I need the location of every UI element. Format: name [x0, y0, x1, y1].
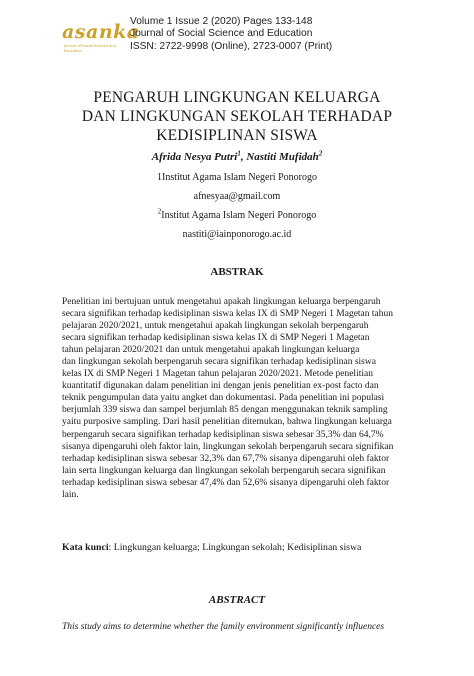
abstract-heading: ABSTRACT	[208, 594, 266, 606]
abstrak-heading: ABSTRAK	[210, 266, 264, 278]
abstrak-line: dan lingkungan sekolah berpengaruh secara signifikan terhadap kedisiplinan siswa	[62, 357, 376, 368]
affiliation-mark: 2	[157, 207, 162, 216]
abstrak-line: Penelitian ini bertujuan untuk mengetahui apakah lingkungan keluarga berpengaruh	[62, 297, 381, 307]
author-affiliation-mark: 1	[237, 149, 241, 158]
abstrak-line: kuantitatif digunakan dalam penelitian ini dengan jenis penelitian ex-post facto dan	[62, 381, 379, 392]
affiliation-2-text: Institut Agama Islam Negeri Ponorogo	[161, 210, 317, 221]
email-2: nastiti@iainponorogo.ac.id	[182, 229, 292, 240]
author-name: Afrida Nesya Putri	[151, 151, 238, 163]
logo-wordmark: asanka	[62, 21, 140, 43]
volume-line: Volume 1 Issue 2 (2020) Pages 133-148	[130, 16, 313, 27]
title-line: PENGARUH LINGKUNGAN KELUARGA	[93, 89, 381, 106]
keywords-label: Kata kunci	[62, 542, 109, 553]
abstrak-line: terhadap kedisiplinan siswa sebesar 32,3% dan 67,7% sisanya dipengaruhi oleh faktor	[62, 453, 390, 464]
journal-info	[130, 16, 332, 53]
abstrak-line: teknik pengumpulan data yaitu angket dan dokumentasi. Pada penelitian ini populasi	[62, 393, 385, 404]
abstrak-line: kelas IX di SMP Negeri 1 Magetan tahun pelajaran 2020/2021. Metode penelitian	[62, 369, 373, 380]
author-affiliation-mark: 2	[318, 149, 323, 158]
author-name: Nastiti Mufidah	[246, 151, 319, 163]
affiliation-1: 1Institut Agama Islam Negeri Ponorogo	[157, 172, 317, 183]
email-1: afnesyaa@gmail.com	[193, 191, 281, 202]
abstrak-line: berjumlah 339 siswa dan sampel berjumlah 85 dengan menggunakan teknik sampling	[62, 405, 388, 416]
abstrak-line: sisanya dipengaruhi oleh faktor lain, lingkungan sekolah berpengaruh secara signifikan	[62, 441, 394, 452]
abstrak-line: lain.	[62, 489, 79, 500]
paper-title	[0, 88, 474, 145]
abstrak-line: pelajaran 2020/2021, untuk mengetahui apakah lingkungan sekolah berpengaruh	[62, 321, 369, 332]
abstrak-line: secara signifikan terhadap kedisiplinan siswa kelas IX di SMP Negeri 1 Magetan tahun	[62, 309, 394, 320]
issn-line: ISSN: 2722-9998 (Online), 2723-0007 (Print)	[130, 40, 333, 52]
logo-subtitle: Journal of Social Science and Education	[64, 44, 116, 53]
abstract-first-line: This study aims to determine whether the family environment significantly influences	[62, 622, 385, 632]
abstrak-line: secara signifikan terhadap kedisiplinan siswa kelas IX di SMP Negeri 1 Magetan	[62, 333, 370, 344]
author-list	[0, 151, 474, 163]
affiliation-2	[0, 207, 474, 221]
abstrak-line: lain serta lingkungan keluarga dan lingkungan sekolah berpengaruh secara signifikan	[62, 465, 386, 476]
journal-header	[62, 16, 442, 66]
abstrak-body	[62, 296, 422, 501]
journal-logo	[62, 21, 140, 60]
abstrak-line: terhadap kedisiplinan siswa sebesar 47,4% dan 52,6% sisanya dipengaruhi oleh faktor	[62, 477, 390, 488]
abstrak-line: berpengaruh secara signifikan terhadap kedisiplinan siswa sebesar 35,3% dan 64,7%	[62, 429, 384, 440]
abstrak-line: yaitu purposive sampling. Dari hasil penelitian ditemukan, bahwa lingkungan keluarga	[62, 417, 392, 428]
title-line: DAN LINGKUNGAN SEKOLAH TERHADAP	[81, 108, 393, 125]
author-separator: ,	[240, 151, 247, 163]
title-line: KEDISIPLINAN SISWA	[156, 127, 318, 144]
abstrak-line: tahun pelajaran 2020/2021 dan untuk mengetahui apakah lingkungan keluarga	[62, 345, 360, 356]
keywords-text: : Lingkungan keluarga; Lingkungan sekolah; Kedisiplinan siswa	[108, 542, 362, 553]
journal-name: Journal of Social Science and Education	[130, 28, 313, 40]
keywords	[62, 542, 361, 553]
